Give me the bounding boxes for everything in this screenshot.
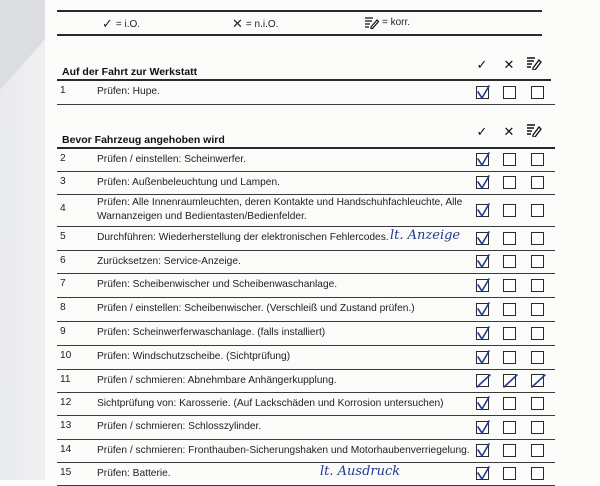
header-not-ok-cross-icon: ✕ <box>503 124 515 139</box>
section-title: Bevor Fahrzeug angehoben wird <box>62 134 225 146</box>
checkbox-not-ok[interactable] <box>503 176 516 189</box>
row-text: Sichtprüfung von: Karosserie. (Auf Lackschäden und Korrosion untersuchen) <box>97 398 444 409</box>
row-text: Prüfen / schmieren: Fronthauben-Sicherungshaken und Motorhaubenverriegelung. <box>97 445 470 456</box>
header-correction-pencil-icon <box>526 123 546 137</box>
row-number: 2 <box>60 153 66 164</box>
checkbox-corrected[interactable] <box>531 279 544 292</box>
checkbox-corrected[interactable] <box>531 232 544 245</box>
checkbox-not-ok[interactable] <box>503 374 516 387</box>
checkbox-not-ok[interactable] <box>503 351 516 364</box>
checkbox-corrected[interactable] <box>531 444 544 457</box>
legend-ok <box>102 16 140 32</box>
checkbox-ok[interactable] <box>476 351 489 364</box>
header-ok-check-icon: ✓ <box>476 57 488 72</box>
checkbox-corrected[interactable] <box>531 303 544 316</box>
row-text: Prüfen: Scheibenwischer und Scheibenwaschanlage. <box>97 279 338 290</box>
checkbox-ok[interactable] <box>476 153 489 166</box>
row-number: 15 <box>60 467 72 478</box>
row-text: Prüfen: Alle Innenraumleuchten, deren Kontakte und Handschuhfachleuchte, Alle Warnanzeigen und Bedientasten/Bedienfelder. <box>97 197 463 222</box>
row-text: Zurücksetzen: Service-Anzeige. <box>97 256 241 267</box>
checkbox-ok[interactable] <box>476 204 489 217</box>
checkbox-not-ok[interactable] <box>503 153 516 166</box>
row-text: Prüfen: Scheinwerferwaschanlage. (falls installiert) <box>97 327 326 338</box>
checkbox-corrected[interactable] <box>531 421 544 434</box>
row-text: Prüfen / schmieren: Abnehmbare Anhängerkupplung. <box>97 375 337 386</box>
legend-not-ok <box>232 16 278 32</box>
checkbox-ok[interactable] <box>476 255 489 268</box>
row-divider <box>57 104 555 105</box>
checkbox-ok[interactable] <box>476 467 489 480</box>
row-text: Prüfen: Batterie. <box>97 468 171 479</box>
legend-ok-label: = i.O. <box>115 18 141 30</box>
checkbox-not-ok[interactable] <box>503 204 516 217</box>
checkbox-ok[interactable] <box>476 279 489 292</box>
checkbox-corrected[interactable] <box>531 204 544 217</box>
checkbox-corrected[interactable] <box>531 374 544 387</box>
checkbox-ok[interactable] <box>476 397 489 410</box>
legend-bottom-rule <box>57 34 542 36</box>
row-number: 6 <box>60 255 66 266</box>
checkbox-not-ok[interactable] <box>503 255 516 268</box>
checkbox-ok[interactable] <box>476 444 489 457</box>
checkbox-not-ok[interactable] <box>503 467 516 480</box>
checkbox-corrected[interactable] <box>531 351 544 364</box>
header-not-ok-cross-icon: ✕ <box>503 57 515 72</box>
row-text: Prüfen / einstellen: Scheibenwischer. (Verschleiß und Zustand prüfen.) <box>97 303 415 314</box>
row-text: Durchführen: Wiederherstellung der elektronischen Fehlercodes. <box>97 232 389 243</box>
section-title: Auf der Fahrt zur Werkstatt <box>62 66 198 78</box>
row-number: 4 <box>60 203 66 214</box>
checkbox-ok[interactable] <box>476 327 489 340</box>
legend-corrected-label: = korr. <box>382 17 411 28</box>
legend-corrected <box>364 16 410 29</box>
row-number: 11 <box>60 374 71 385</box>
row-number: 9 <box>60 326 66 337</box>
handwritten-note: lt. Ausdruck <box>320 464 401 479</box>
checkbox-not-ok[interactable] <box>503 421 516 434</box>
header-ok-check-icon: ✓ <box>476 124 488 139</box>
header-correction-pencil-icon <box>526 56 546 70</box>
row-number: 8 <box>60 302 66 313</box>
checkbox-ok[interactable] <box>476 303 489 316</box>
row-number: 12 <box>60 397 72 408</box>
correction-pencil-icon <box>364 16 379 29</box>
row-number: 13 <box>60 420 72 431</box>
checkbox-corrected[interactable] <box>531 153 544 166</box>
checkbox-ok[interactable] <box>476 232 489 245</box>
checkbox-corrected[interactable] <box>531 467 544 480</box>
row-text: Prüfen: Hupe. <box>97 86 160 97</box>
row-text: Prüfen / einstellen: Scheinwerfer. <box>97 154 246 165</box>
checkbox-corrected[interactable] <box>531 255 544 268</box>
checkbox-not-ok[interactable] <box>503 232 516 245</box>
row-text: Prüfen: Windschutzscheibe. (Sichtprüfung) <box>97 351 291 362</box>
checkbox-not-ok[interactable] <box>503 279 516 292</box>
checkbox-corrected[interactable] <box>531 176 544 189</box>
row-text: Prüfen / schmieren: Schlosszylinder. <box>97 421 262 432</box>
check-icon: ✓ <box>102 16 113 31</box>
checkbox-corrected[interactable] <box>531 86 544 99</box>
row-number: 14 <box>60 444 72 455</box>
checkbox-ok[interactable] <box>476 176 489 189</box>
checkbox-not-ok[interactable] <box>503 444 516 457</box>
row-text: Prüfen: Außenbeleuchtung und Lampen. <box>97 177 280 188</box>
checkbox-corrected[interactable] <box>531 397 544 410</box>
row-number: 1 <box>60 85 66 96</box>
legend-not-ok-label: = n.i.O. <box>245 18 279 30</box>
row-number: 5 <box>60 231 66 242</box>
row-number: 7 <box>60 278 66 289</box>
checkbox-not-ok[interactable] <box>503 86 516 99</box>
legend-top-rule <box>57 10 542 12</box>
cross-icon: ✕ <box>232 16 243 31</box>
checkbox-corrected[interactable] <box>531 327 544 340</box>
checkbox-not-ok[interactable] <box>503 303 516 316</box>
checkbox-not-ok[interactable] <box>503 397 516 410</box>
row-number: 3 <box>60 176 66 187</box>
checkbox-not-ok[interactable] <box>503 327 516 340</box>
row-number: 10 <box>60 350 72 361</box>
handwritten-note: lt. Anzeige <box>390 228 461 243</box>
checkbox-ok[interactable] <box>476 86 489 99</box>
checkbox-ok[interactable] <box>476 374 489 387</box>
checkbox-ok[interactable] <box>476 421 489 434</box>
